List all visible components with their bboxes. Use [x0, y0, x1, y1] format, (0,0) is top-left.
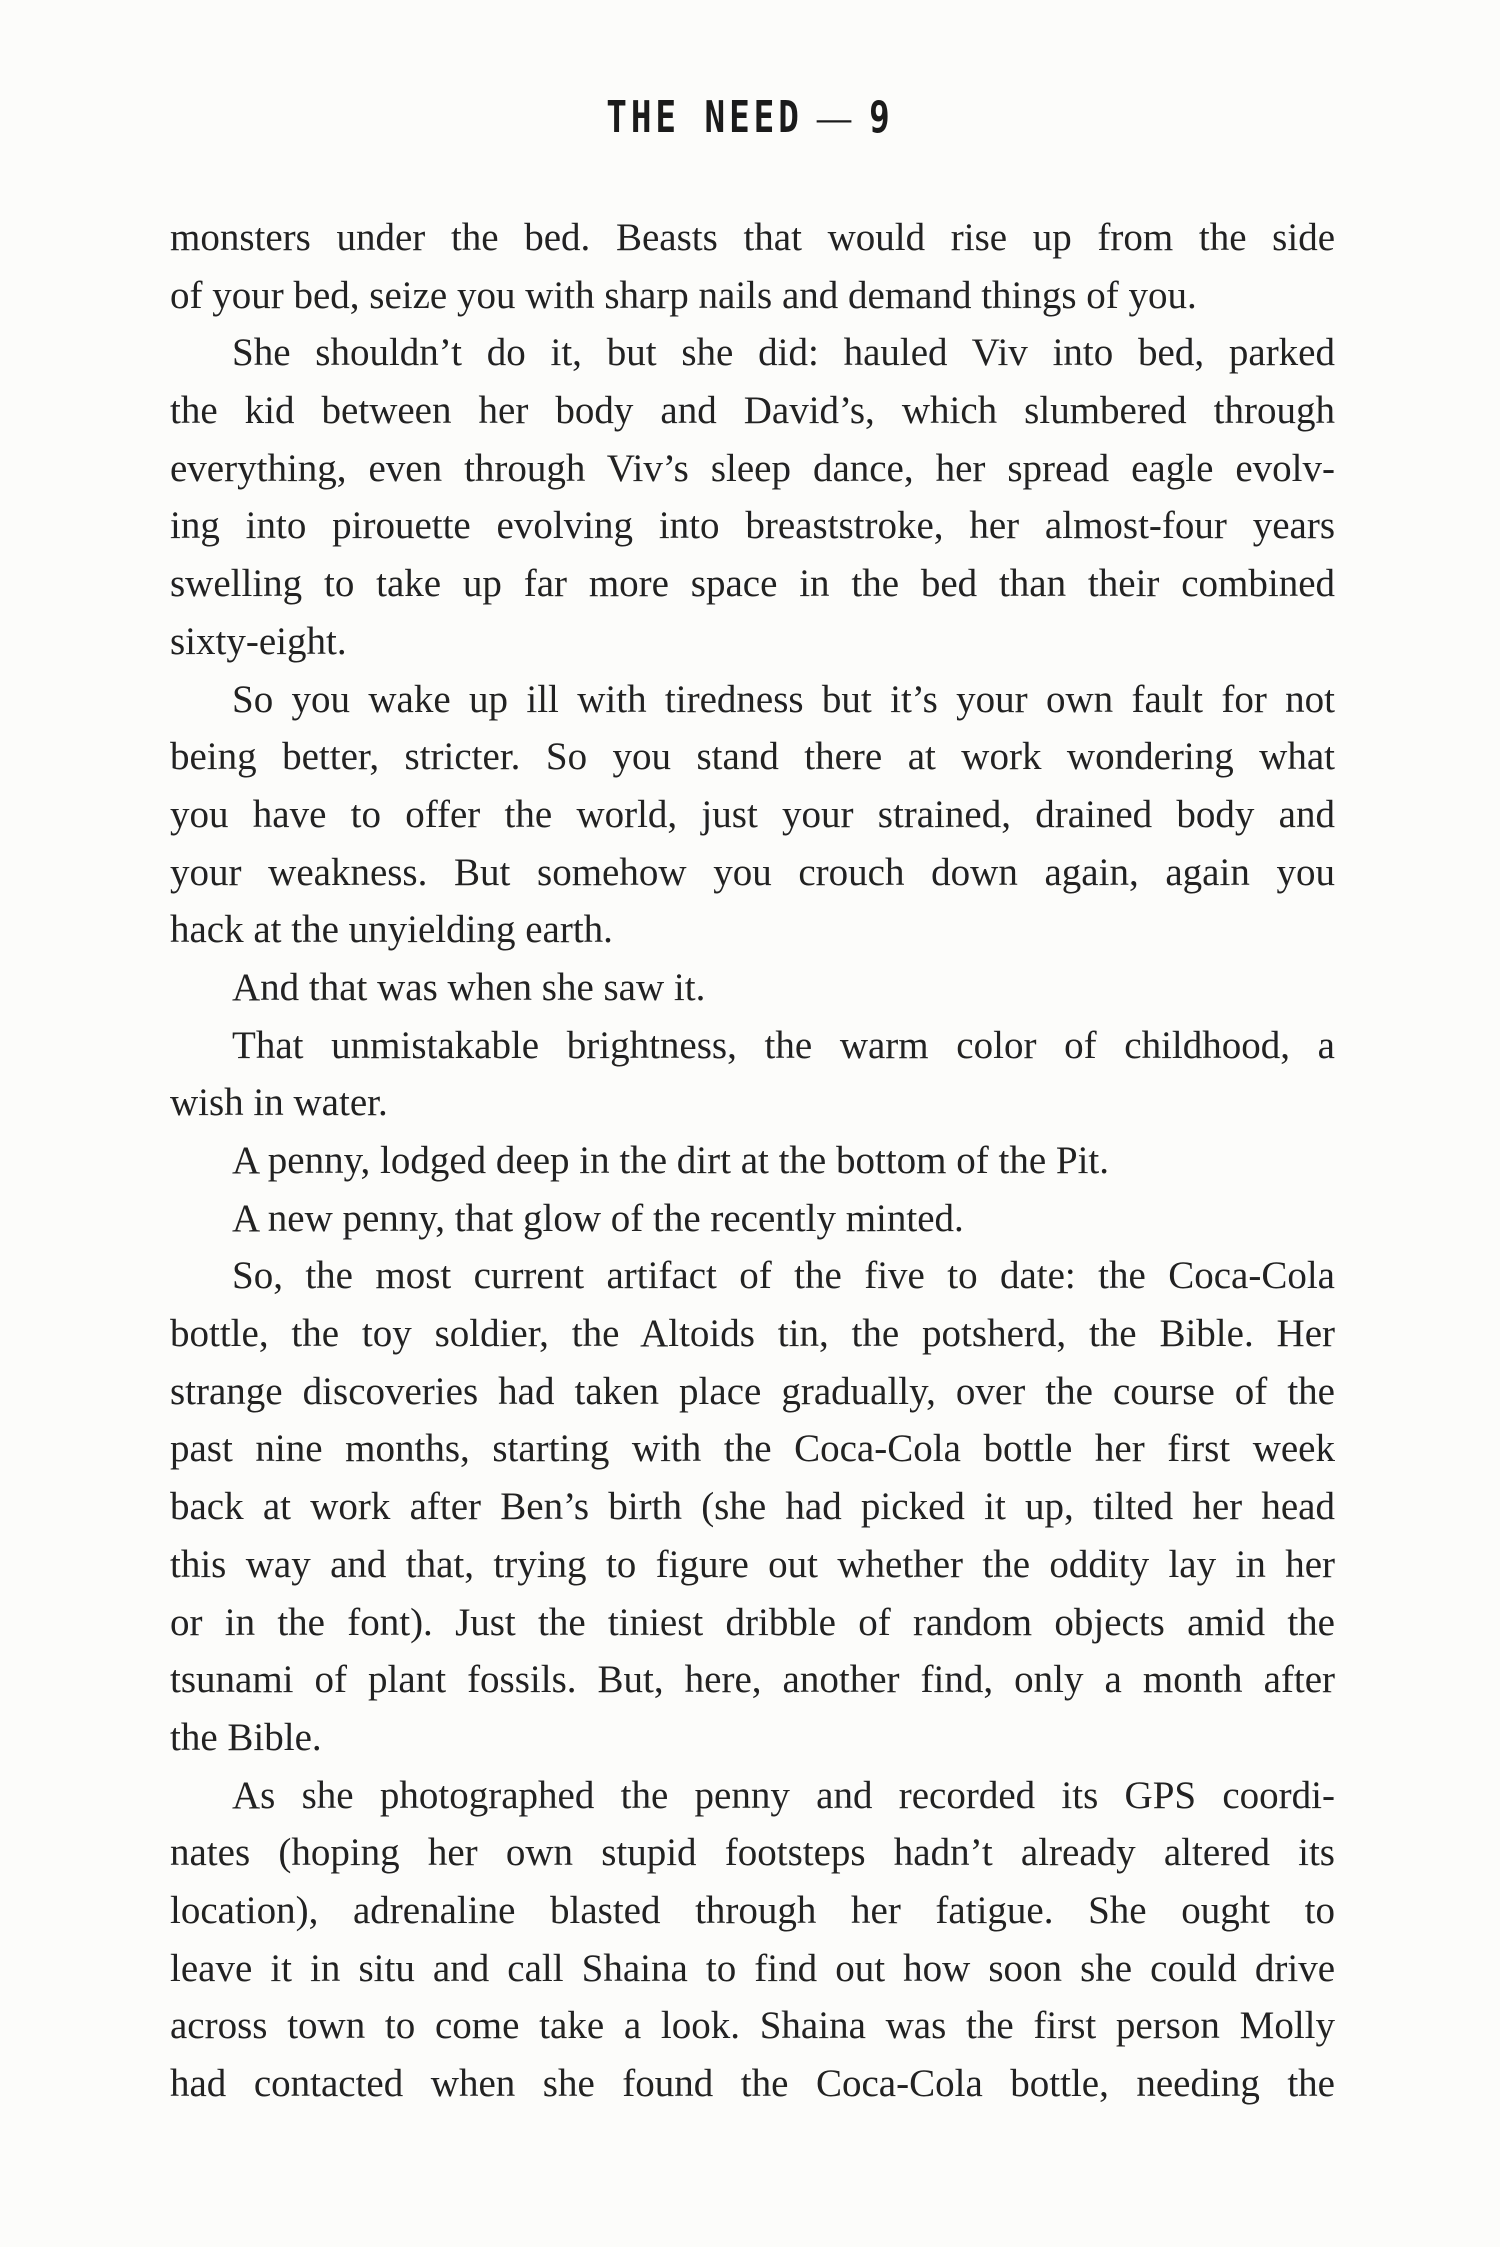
text-line: wish in water.	[170, 1081, 388, 1125]
text-line: So you wake up ill with tiredness but it’s your own fault for not	[232, 677, 1335, 721]
text-line: you have to offer the world, just your strained, drained body and	[170, 792, 1335, 836]
text-line: That unmistakable brightness, the warm color of childhood, a	[232, 1023, 1335, 1067]
text-line: past nine months, starting with the Coca-Cola bottle her first week	[170, 1427, 1335, 1471]
page-number: 9	[869, 92, 894, 143]
text-line: So, the most current artifact of the five to date: the Coca-Cola	[232, 1254, 1335, 1298]
header-separator: —	[816, 93, 856, 142]
text-line: location), adrenaline blasted through her fatigue. She ought to	[170, 1888, 1335, 1932]
text-line: As she photographed the penny and recorded its GPS coordi-	[232, 1773, 1335, 1817]
text-line: back at work after Ben’s birth (she had picked it up, tilted her head	[170, 1485, 1335, 1529]
running-head	[165, 92, 1335, 143]
text-line: hack at the unyielding earth.	[170, 908, 613, 952]
text-line: everything, even through Viv’s sleep dance, her spread eagle evolv-	[170, 446, 1335, 490]
text-line: A new penny, that glow of the recently minted.	[232, 1196, 964, 1240]
text-line: strange discoveries had taken place gradually, over the course of the	[170, 1369, 1335, 1413]
text-line: And that was when she saw it.	[232, 965, 706, 1009]
text-line: swelling to take up far more space in the bed than their combined	[170, 562, 1335, 606]
text-line: bottle, the toy soldier, the Altoids tin, the potsherd, the Bible. Her	[170, 1312, 1335, 1356]
text-line: being better, stricter. So you stand there at work wondering what	[170, 735, 1335, 779]
text-line: the kid between her body and David’s, which slumbered through	[170, 389, 1335, 433]
text-line: or in the font). Just the tiniest dribble of random objects amid the	[170, 1600, 1335, 1644]
text-line: ing into pirouette evolving into breaststroke, her almost-four years	[170, 504, 1335, 548]
text-line: leave it in situ and call Shaina to find out how soon she could drive	[170, 1946, 1335, 1990]
book-title: THE NEED	[606, 92, 803, 143]
text-line: of your bed, seize you with sharp nails and demand things of you.	[170, 273, 1197, 317]
text-line: across town to come take a look. Shaina was the first person Molly	[170, 2004, 1335, 2048]
text-line: tsunami of plant fossils. But, here, another find, only a month after	[170, 1658, 1335, 1702]
text-line: this way and that, trying to figure out whether the oddity lay in her	[170, 1542, 1335, 1586]
text-line: your weakness. But somehow you crouch down again, again you	[170, 850, 1335, 894]
text-line: nates (hoping her own stupid footsteps hadn’t already altered its	[170, 1831, 1335, 1875]
body-text	[170, 209, 1335, 2113]
text-line: monsters under the bed. Beasts that would rise up from the side	[170, 216, 1335, 259]
text-line: A penny, lodged deep in the dirt at the bottom of the Pit.	[232, 1139, 1109, 1182]
text-line: sixty-eight.	[170, 619, 347, 663]
text-line: had contacted when she found the Coca-Cola bottle, needing the	[170, 2062, 1335, 2105]
text-line: the Bible.	[170, 1715, 322, 1759]
text-line: She shouldn’t do it, but she did: hauled Viv into bed, parked	[232, 331, 1335, 375]
